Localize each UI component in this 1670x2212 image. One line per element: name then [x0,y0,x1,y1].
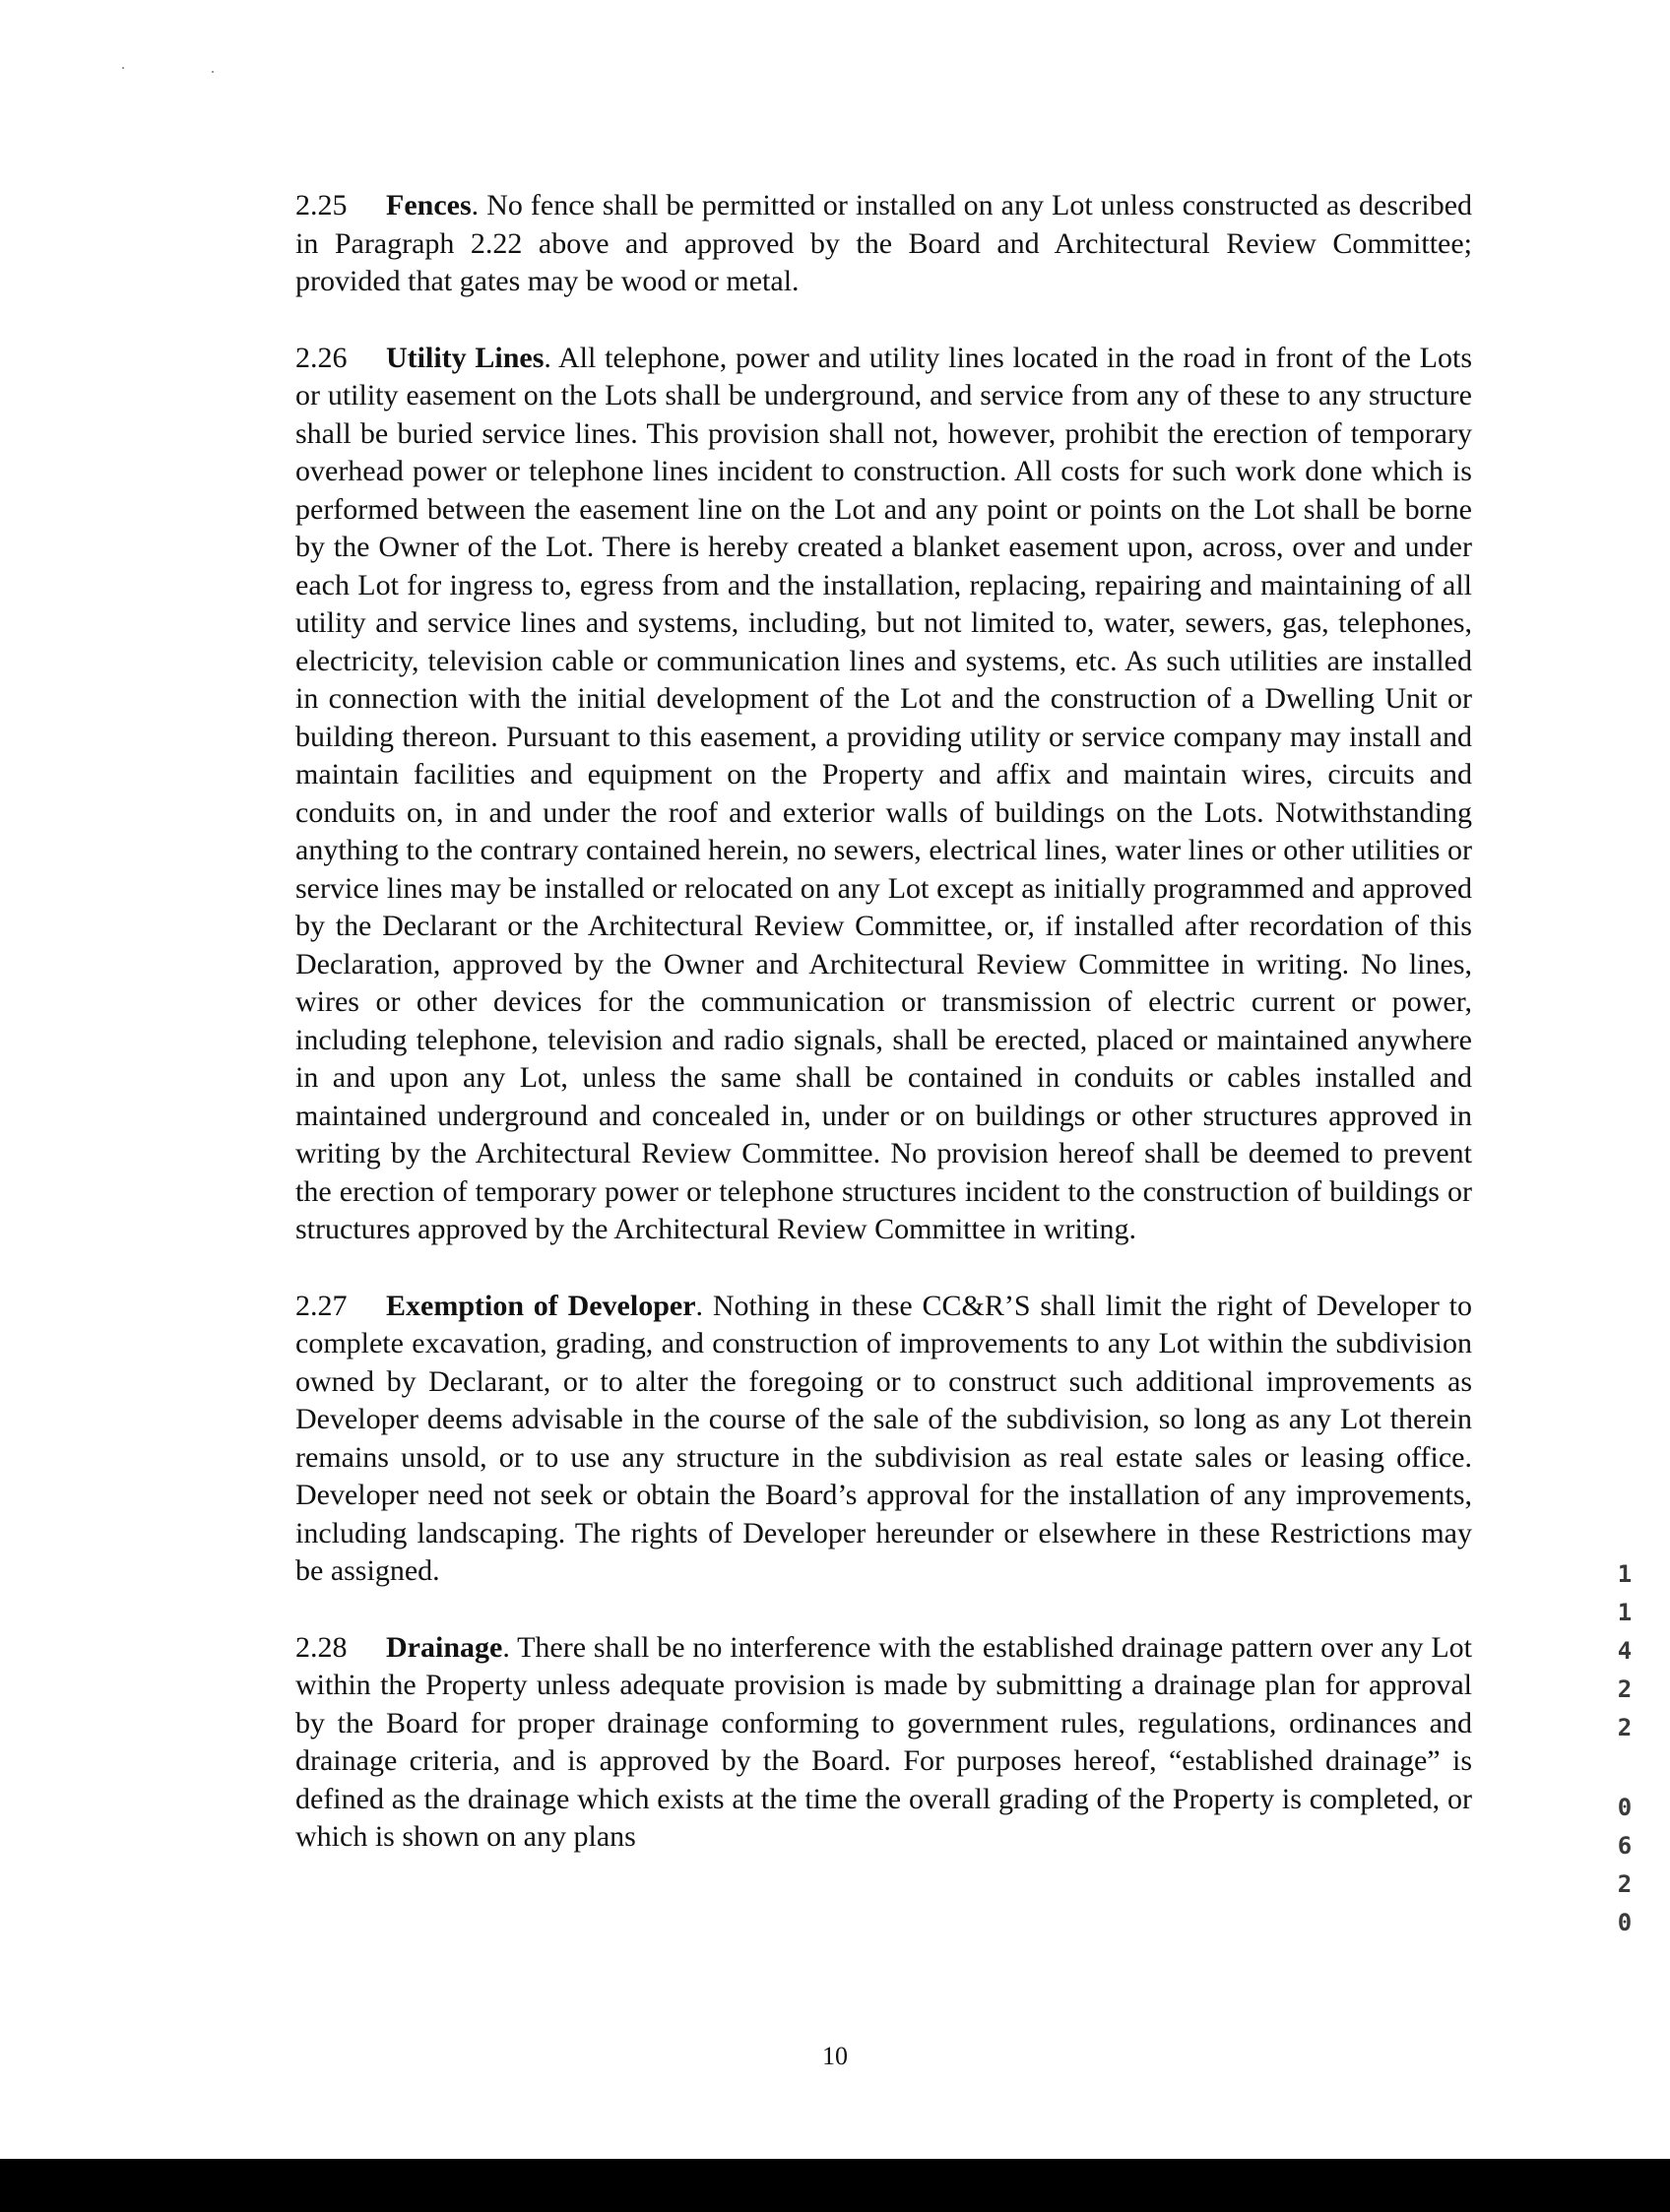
stamp-digit: 2 [1617,1714,1633,1741]
heading-period: . [695,1289,713,1322]
heading-period: . [544,341,559,374]
section-text: No fence shall be permitted or installed on any Lot unless constructed as described in Paragraph 2.22 above and approved by the Board and Architectural Review Committee; provided that gates may be wood or metal. [295,189,1473,297]
section-heading: Fences [386,189,472,221]
stamp-digit: 6 [1617,1832,1633,1860]
stamp-digit: 0 [1617,1909,1633,1936]
stamp-digit: 2 [1617,1870,1633,1898]
stamp-digit: 2 [1617,1675,1633,1703]
document-body [295,187,1472,1895]
section-heading: Drainage [386,1630,503,1664]
section-text: Nothing in these CC&R’S shall limit the right of Developer to complete excavation, grading, and construction of improvements to any Lot within the subdivision owned by Declarant, or to alter the foregoing or to construct such additional improvements as Developer deems advisable in the course of the sale of the subdivision, so long as any Lot therein remains unsold, or to use any structure in the subdivision as real estate sales or leasing office. Developer need not seek or obtain the Board’s approval for the installation of any improvements, including landscaping. The rights of Developer hereunder or elsewhere in these Restrictions may be assigned. [295,1289,1472,1587]
section-2-25-fences [295,187,1472,301]
section-text: All telephone, power and utility lines located in the road in front of the Lots or utility easement on the Lots shall be underground, and service from any of these to any structure shall be buried service lines. This provision shall not, however, prohibit the erection of temporary overhead power or telephone lines incident to construction. All costs for such work done which is performed between the easement line on the Lot and any point or points on the Lot shall be borne by the Owner of the Lot. There is hereby created a blanket easement upon, across, over and under each Lot for ingress to, egress from and the installation, replacing, repairing and maintaining of all utility and service lines and systems, including, but not limited to, water, sewers, gas, telephones, electricity, television cable or communication lines and systems, etc. As such utilities are installed in connection with the initial development of the Lot and the construction of a Dwelling Unit or building thereon. Pursuant to this easement, a providing utility or service company may install and maintain facilities and equipment on the Property and affix and maintain wires, circuits and conduits on, in and under the roof and exterior walls of buildings on the Lots. Notwithstanding anything to the contrary contained herein, no sewers, electrical lines, water lines or other utilities or service lines may be installed or relocated on any Lot except as initially programmed and approved by the Declarant or the Architectural Review Committee, or, if installed after recordation of this Declaration, approved by the Owner and Architectural Review Committee in writing. No lines, wires or other devices for the communication or transmission of electric current or power, including telephone, television and radio signals, shall be erected, placed or maintained anywhere in and upon any Lot, unless the same shall be contained in conduits or cables installed and maintained underground and concealed in, under or on buildings or other structures approved in writing by the Architectural Review Committee. No provision hereof shall be deemed to prevent the erection of temporary power or telephone structures incident to the construction of buildings or structures approved by the Architectural Review Committee in writing. [295,341,1472,1245]
scan-border-bottom [0,2159,1670,2212]
page-number: 10 [822,2042,848,2070]
scan-speck [212,71,214,73]
section-2-27-exemption-of-developer [295,1288,1472,1591]
heading-period: . [471,189,487,221]
section-number: 2.27 [295,1289,348,1322]
section-number: 2.26 [295,341,348,374]
section-2-28-drainage [295,1629,1472,1857]
section-number: 2.25 [295,189,348,221]
section-2-26-utility-lines [295,340,1472,1249]
stamp-digit: 0 [1617,1794,1633,1821]
section-heading: Exemption of Developer [386,1289,696,1322]
stamp-gap [1605,1747,1644,1789]
stamp-digit: 4 [1617,1637,1633,1665]
section-heading: Utility Lines [386,341,545,374]
stamp-digit: 1 [1617,1560,1633,1588]
scan-speck [122,67,124,69]
recording-stamp-number [1605,1555,1644,1942]
section-number: 2.28 [295,1630,348,1664]
stamp-digit: 1 [1617,1599,1633,1626]
heading-period: . [502,1630,518,1664]
section-text: There shall be no interference with the established drainage pattern over any Lot within the Property unless adequate provision is made by submitting a drainage plan for approval by the Board for proper drainage conforming to government rules, regulations, ordinances and drainage criteria, and is approved by the Board. For purposes hereof, “established drainage” is defined as the drainage which exists at the time the overall grading of the Property is completed, or which is shown on any plans [295,1630,1472,1853]
